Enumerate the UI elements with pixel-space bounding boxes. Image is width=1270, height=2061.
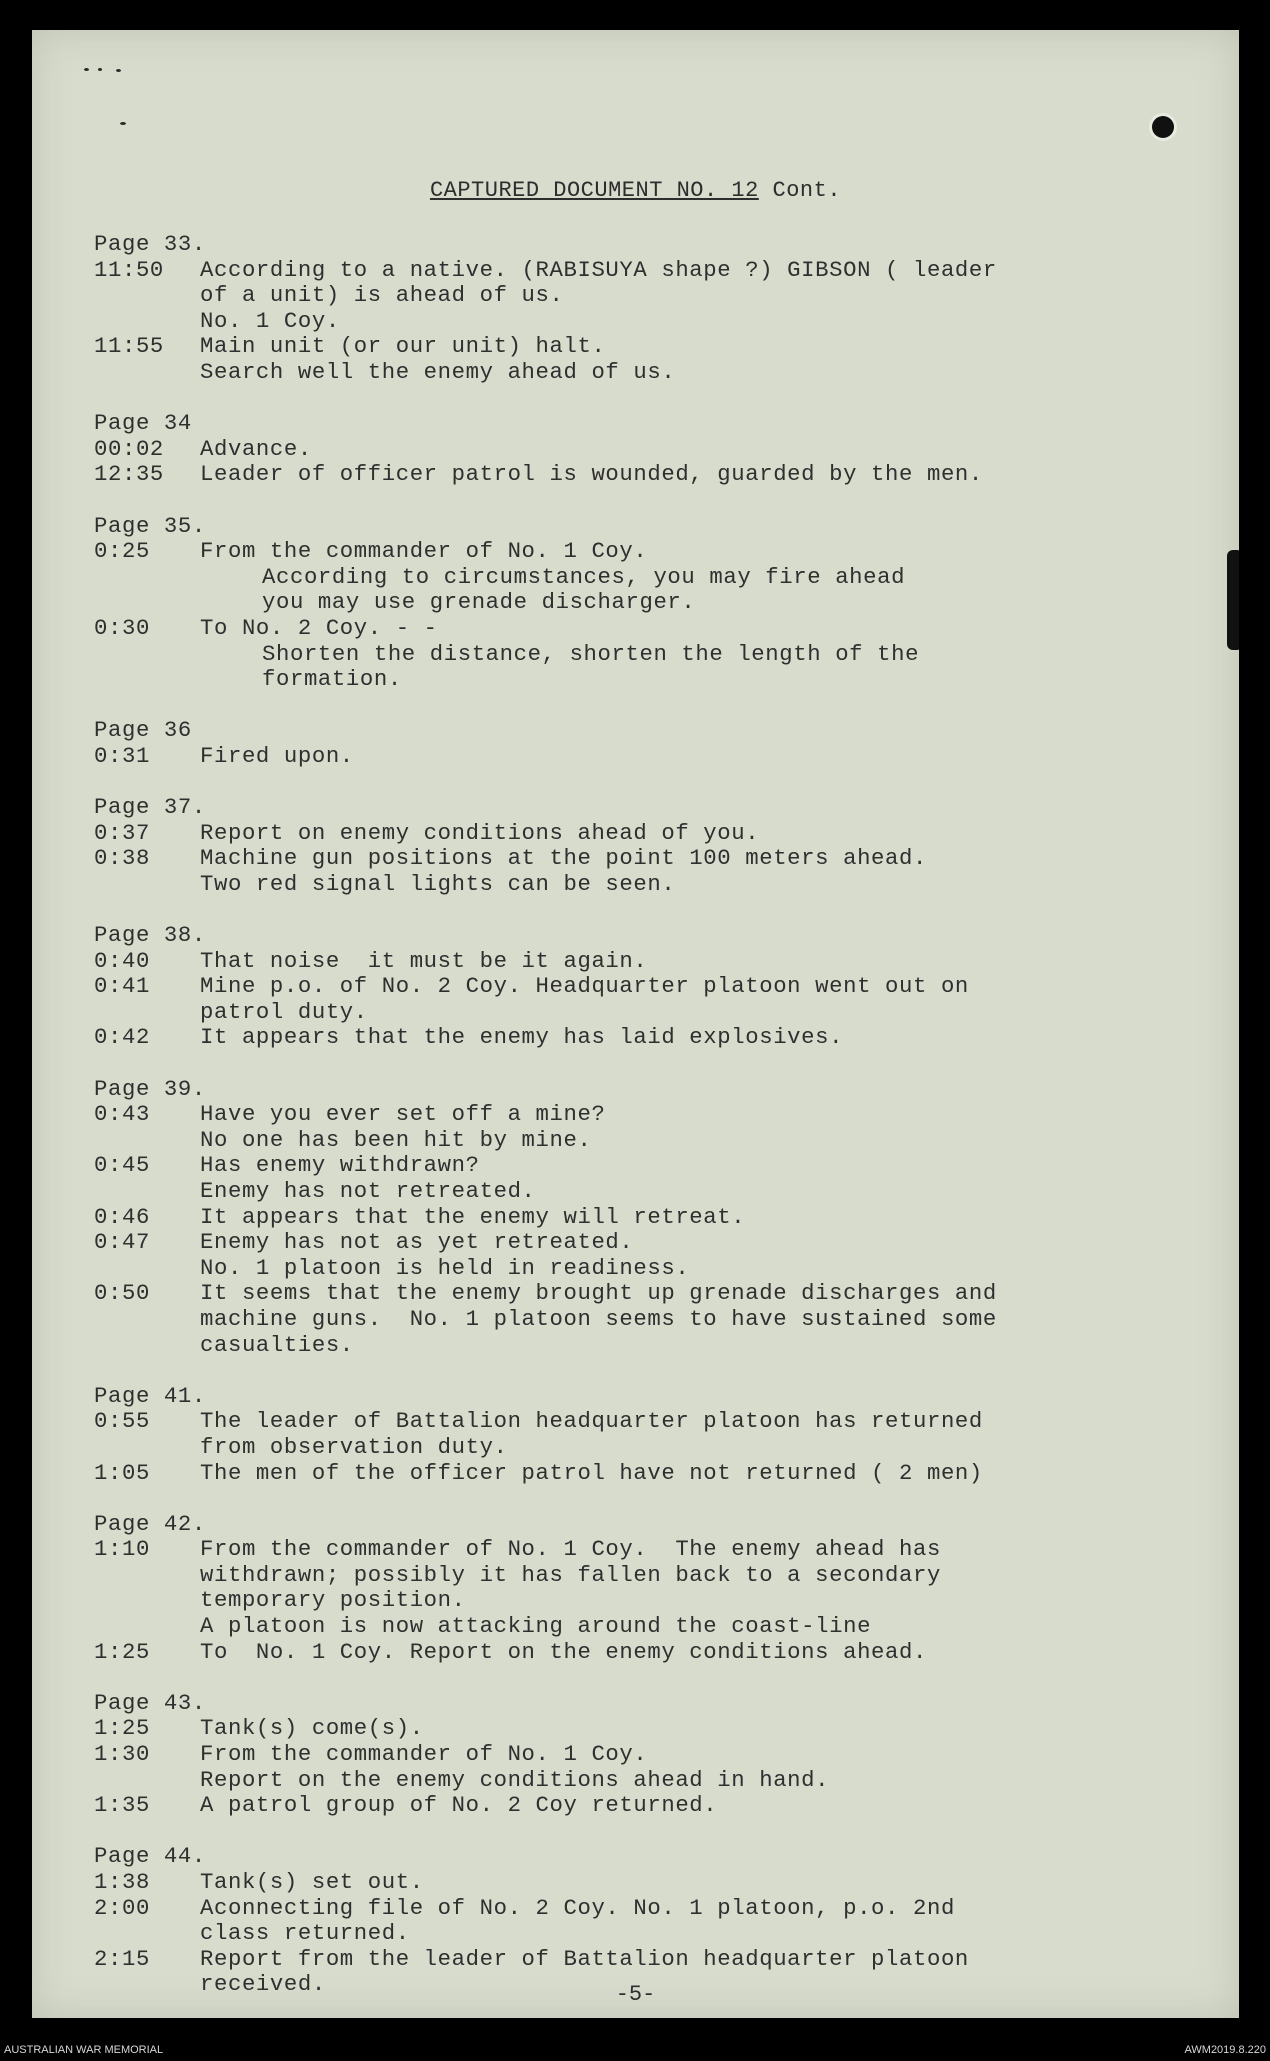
entry-time: 00:02 bbox=[94, 435, 164, 462]
log-entry bbox=[94, 667, 997, 693]
entry-text: machine guns. No. 1 platoon seems to have sustained some bbox=[200, 1305, 997, 1332]
log-entry bbox=[94, 1435, 997, 1461]
log-section bbox=[94, 1844, 997, 1998]
entry-time: 1:35 bbox=[94, 1792, 150, 1819]
ink-speck bbox=[116, 69, 121, 72]
entry-text: formation. bbox=[262, 666, 402, 693]
page-heading: Page 44. bbox=[94, 1843, 206, 1870]
entry-time: 12:35 bbox=[94, 461, 164, 488]
entry-text: To No. 1 Coy. Report on the enemy conditions ahead. bbox=[200, 1638, 927, 1665]
log-entry bbox=[94, 437, 997, 463]
log-section bbox=[94, 514, 997, 693]
log-entry bbox=[94, 642, 997, 668]
entry-text: Has enemy withdrawn? bbox=[200, 1152, 480, 1179]
ink-speck bbox=[120, 122, 126, 125]
page-heading: Page 39. bbox=[94, 1075, 206, 1102]
log-entry bbox=[94, 1307, 997, 1333]
entry-text: From the commander of No. 1 Coy. bbox=[200, 538, 648, 565]
entry-time: 1:25 bbox=[94, 1638, 150, 1665]
log-entry bbox=[94, 1793, 997, 1819]
document-title bbox=[32, 178, 1239, 203]
entry-text: A patrol group of No. 2 Coy returned. bbox=[200, 1792, 718, 1819]
log-section bbox=[94, 1384, 997, 1486]
document-sheet bbox=[32, 30, 1239, 2018]
entry-text: No one has been hit by mine. bbox=[200, 1126, 592, 1153]
log-entry bbox=[94, 1230, 997, 1256]
log-section bbox=[94, 923, 997, 1051]
entry-text: Tank(s) set out. bbox=[200, 1869, 424, 1895]
entry-text: From the commander of No. 1 Coy. bbox=[200, 1741, 648, 1768]
entry-time: 1:30 bbox=[94, 1741, 150, 1768]
document-body bbox=[94, 232, 997, 2018]
log-entry bbox=[94, 1128, 997, 1154]
entry-text: Report on the enemy conditions ahead in hand. bbox=[200, 1766, 830, 1793]
entry-text: From the commander of No. 1 Coy. The enemy ahead has bbox=[200, 1536, 941, 1563]
entry-text: Shorten the distance, shorten the length of the bbox=[262, 640, 920, 667]
entry-text: you may use grenade discharger. bbox=[262, 589, 696, 616]
log-entry bbox=[94, 1000, 997, 1026]
log-entry bbox=[94, 974, 997, 1000]
log-entry bbox=[94, 821, 997, 847]
log-section bbox=[94, 411, 997, 488]
log-entry bbox=[94, 462, 997, 488]
page-heading: Page 43. bbox=[94, 1689, 206, 1716]
page-heading: Page 38. bbox=[94, 922, 206, 949]
log-entry bbox=[94, 334, 997, 360]
entry-text: Mine p.o. of No. 2 Coy. Headquarter platoon went out on bbox=[200, 973, 969, 1000]
page-heading: Page 33. bbox=[94, 231, 206, 257]
log-entry bbox=[94, 1205, 997, 1231]
entry-text: withdrawn; possibly it has fallen back to a secondary bbox=[200, 1561, 941, 1588]
log-entry bbox=[94, 1716, 997, 1742]
entry-text: temporary position. bbox=[200, 1587, 466, 1614]
entry-text: That noise it must be it again. bbox=[200, 947, 648, 974]
entry-time: 0:50 bbox=[94, 1280, 150, 1307]
log-entry bbox=[94, 1461, 997, 1487]
log-section bbox=[94, 1691, 997, 1819]
entry-text: Search well the enemy ahead of us. bbox=[200, 358, 676, 385]
log-section bbox=[94, 1512, 997, 1666]
log-section bbox=[94, 795, 997, 897]
log-entry bbox=[94, 1025, 997, 1051]
log-entry bbox=[94, 1537, 997, 1563]
log-entry bbox=[94, 1281, 997, 1307]
log-entry bbox=[94, 1742, 997, 1768]
entry-time: 1:38 bbox=[94, 1869, 150, 1895]
entry-text: The leader of Battalion headquarter platoon has returned bbox=[200, 1408, 983, 1435]
log-entry bbox=[94, 1153, 997, 1179]
entry-time: 0:25 bbox=[94, 538, 150, 565]
log-entry bbox=[94, 1588, 997, 1614]
entry-time: 0:45 bbox=[94, 1152, 150, 1179]
entry-text: Aconnecting file of No. 2 Coy. No. 1 platoon, p.o. 2nd bbox=[200, 1894, 955, 1921]
entry-time: 0:30 bbox=[94, 614, 150, 641]
entry-text: Advance. bbox=[200, 435, 312, 462]
entry-text: Enemy has not as yet retreated. bbox=[200, 1229, 634, 1256]
log-entry bbox=[94, 1179, 997, 1205]
entry-text: class returned. bbox=[200, 1920, 410, 1947]
page-heading: Page 41. bbox=[94, 1382, 206, 1409]
entry-text: Fired upon. bbox=[200, 742, 354, 769]
entry-text: casualties. bbox=[200, 1331, 354, 1358]
log-entry bbox=[94, 258, 997, 284]
entry-text: No. 1 platoon is held in readiness. bbox=[200, 1254, 690, 1281]
log-entry bbox=[94, 1640, 997, 1666]
log-entry bbox=[94, 1333, 997, 1359]
entry-time: 1:05 bbox=[94, 1459, 150, 1486]
archive-caption-right: AWM2019.8.220 bbox=[1184, 2044, 1266, 2056]
entry-text: It appears that the enemy will retreat. bbox=[200, 1203, 746, 1230]
ink-speck bbox=[84, 68, 89, 71]
entry-time: 0:31 bbox=[94, 742, 150, 769]
entry-time: 0:40 bbox=[94, 947, 150, 974]
page-heading: Page 36 bbox=[94, 717, 192, 744]
entry-time: 0:38 bbox=[94, 845, 150, 872]
page-heading: Page 37. bbox=[94, 794, 206, 821]
log-entry bbox=[94, 565, 997, 591]
log-entry bbox=[94, 1896, 997, 1922]
entry-text: No. 1 Coy. bbox=[200, 307, 340, 334]
log-entry bbox=[94, 1614, 997, 1640]
entry-text: Report on enemy conditions ahead of you. bbox=[200, 819, 760, 846]
entry-time: 0:46 bbox=[94, 1203, 150, 1230]
log-entry bbox=[94, 360, 997, 386]
entry-text: Have you ever set off a mine? bbox=[200, 1101, 606, 1128]
entry-text: According to a native. (RABISUYA shape ?) GIBSON ( leader bbox=[200, 256, 997, 283]
entry-text: Main unit (or our unit) halt. bbox=[200, 333, 606, 360]
log-entry bbox=[94, 539, 997, 565]
entry-text: A platoon is now attacking around the coast-line bbox=[200, 1613, 872, 1640]
log-section bbox=[94, 718, 997, 769]
entry-time: 1:25 bbox=[94, 1715, 150, 1742]
entry-time: 11:50 bbox=[94, 256, 164, 283]
entry-text: Leader of officer patrol is wounded, guarded by the men. bbox=[200, 461, 983, 488]
log-entry bbox=[94, 309, 997, 335]
log-entry bbox=[94, 1409, 997, 1435]
log-entry bbox=[94, 1102, 997, 1128]
log-entry bbox=[94, 872, 997, 898]
entry-time: 0:47 bbox=[94, 1229, 150, 1256]
log-section bbox=[94, 232, 997, 386]
log-entry bbox=[94, 616, 997, 642]
entry-text: from observation duty. bbox=[200, 1433, 508, 1460]
page-heading: Page 34 bbox=[94, 410, 192, 437]
entry-text: Enemy has not retreated. bbox=[200, 1177, 536, 1204]
archive-caption-left: AUSTRALIAN WAR MEMORIAL bbox=[4, 2044, 164, 2056]
entry-time: 0:55 bbox=[94, 1408, 150, 1435]
log-entry bbox=[94, 1256, 997, 1282]
entry-text: received. bbox=[200, 1971, 326, 1998]
title-underlined: CAPTURED DOCUMENT NO. 12 bbox=[429, 178, 759, 203]
entry-time: 0:43 bbox=[94, 1101, 150, 1128]
entry-time: 2:00 bbox=[94, 1894, 150, 1921]
log-entry bbox=[94, 1563, 997, 1589]
log-entry bbox=[94, 1870, 997, 1896]
punch-hole bbox=[1152, 116, 1174, 138]
edge-mark bbox=[1227, 550, 1239, 650]
entry-text: According to circumstances, you may fire ahead bbox=[262, 563, 906, 590]
entry-text: Two red signal lights can be seen. bbox=[200, 870, 676, 897]
entry-text: patrol duty. bbox=[200, 998, 368, 1025]
entry-text: To No. 2 Coy. - - bbox=[200, 614, 438, 641]
entry-text: The men of the officer patrol have not returned ( 2 men) bbox=[200, 1459, 983, 1486]
entry-text: of a unit) is ahead of us. bbox=[200, 282, 564, 309]
log-entry bbox=[94, 949, 997, 975]
page-heading: Page 35. bbox=[94, 512, 206, 539]
entry-time: 0:37 bbox=[94, 819, 150, 846]
entry-time: 2:15 bbox=[94, 1945, 150, 1972]
log-section bbox=[94, 1077, 997, 1359]
log-entry bbox=[94, 283, 997, 309]
entry-text: Report from the leader of Battalion headquarter platoon bbox=[200, 1945, 969, 1972]
log-entry bbox=[94, 744, 997, 770]
ink-speck bbox=[98, 68, 102, 71]
log-entry bbox=[94, 1947, 997, 1973]
entry-text: Machine gun positions at the point 100 meters ahead. bbox=[200, 845, 927, 872]
entry-text: It seems that the enemy brought up grenade discharges and bbox=[200, 1280, 997, 1307]
entry-time: 11:55 bbox=[94, 333, 164, 360]
log-entry bbox=[94, 1921, 997, 1947]
title-tail: Cont. bbox=[758, 178, 842, 203]
log-entry bbox=[94, 1768, 997, 1794]
entry-text: Tank(s) come(s). bbox=[200, 1715, 424, 1742]
log-entry bbox=[94, 590, 997, 616]
page-heading: Page 42. bbox=[94, 1510, 206, 1537]
entry-time: 1:10 bbox=[94, 1536, 150, 1563]
entry-time: 0:42 bbox=[94, 1024, 150, 1051]
entry-time: 0:41 bbox=[94, 973, 150, 1000]
page-number: -5- bbox=[615, 1982, 656, 2007]
entry-text: It appears that the enemy has laid explosives. bbox=[200, 1024, 844, 1051]
log-entry bbox=[94, 846, 997, 872]
